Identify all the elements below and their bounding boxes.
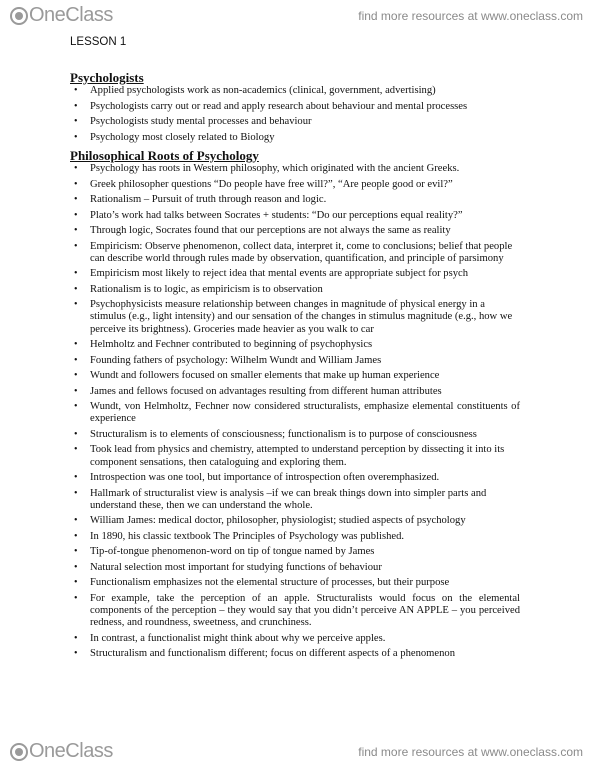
section-philosophical-roots	[70, 148, 520, 664]
resources-link[interactable]: find more resources at www.oneclass.com	[358, 745, 583, 759]
list-item: • Psychologists study mental processes and behaviour	[70, 116, 520, 128]
list-item: • Structuralism is to elements of consciousness; functionalism is to purpose of consciousness	[70, 429, 520, 441]
list-item: • James and fellows focused on advantages resulting from different human attributes	[70, 386, 520, 398]
oneclass-logo-icon	[10, 743, 28, 761]
bullet-list	[70, 163, 520, 660]
oneclass-logo[interactable]	[10, 740, 113, 763]
list-item: • Applied psychologists work as non-academics (clinical, government, advertising)	[70, 85, 520, 97]
list-item: • Structuralism and functionalism different; focus on different aspects of a phenomenon	[70, 648, 520, 660]
brand-name: OneClass	[29, 740, 113, 762]
list-item: • In 1890, his classic textbook The Principles of Psychology was published.	[70, 531, 520, 543]
list-item: • Tip-of-tongue phenomenon-word on tip of tongue named by James	[70, 546, 520, 558]
list-item: • Natural selection most important for studying functions of behaviour	[70, 562, 520, 574]
list-item: • In contrast, a functionalist might think about why we perceive apples.	[70, 633, 520, 645]
list-item: • Rationalism is to logic, as empiricism is to observation	[70, 284, 520, 296]
list-item: • Through logic, Socrates found that our perceptions are not always the same as reality	[70, 225, 520, 237]
lesson-title: LESSON 1	[70, 36, 127, 48]
list-item: • Rationalism – Pursuit of truth through reason and logic.	[70, 194, 520, 206]
list-item: • Greek philosopher questions “Do people have free will?”, “Are people good or evil?”	[70, 179, 520, 191]
list-item: • Wundt and followers focused on smaller elements that make up human experience	[70, 370, 520, 382]
list-item: • Psychology has roots in Western philosophy, which originated with the ancient Greeks.	[70, 163, 520, 175]
section-heading: Psychologists	[70, 70, 144, 85]
header-bar	[0, 0, 595, 30]
oneclass-logo[interactable]	[10, 4, 113, 27]
list-item: • Psychology most closely related to Biology	[70, 132, 520, 144]
list-item: • Plato’s work had talks between Socrates + students: “Do our perceptions equal reality?”	[70, 210, 520, 222]
list-item: • Took lead from physics and chemistry, attempted to understand perception by dissecting it into its component sensations, then cataloguing and exploring them.	[70, 444, 520, 468]
list-item: • Introspection was one tool, but importance of introspection often overemphasized.	[70, 472, 520, 484]
section-heading: Philosophical Roots of Psychology	[70, 148, 259, 163]
list-item: • William James: medical doctor, philosopher, physiologist; studied aspects of psychology	[70, 515, 520, 527]
bullet-list	[70, 85, 520, 144]
list-item: • For example, take the perception of an apple. Structuralists would focus on the elemental components of the perception – they would say that you didn’t perceive AN APPLE – you perceived redness, and roundness, sweetness, and crunchiness.	[70, 593, 520, 630]
list-item: • Founding fathers of psychology: Wilhelm Wundt and William James	[70, 355, 520, 367]
brand-name: OneClass	[29, 4, 113, 26]
list-item: • Empiricism most likely to reject idea that mental events are appropriate subject for psych	[70, 268, 520, 280]
resources-link[interactable]: find more resources at www.oneclass.com	[358, 9, 583, 23]
section-psychologists	[70, 70, 520, 147]
list-item: • Hallmark of structuralist view is analysis –if we can break things down into simpler parts and understand these, then we can understand the whole.	[70, 488, 520, 512]
footer-bar	[0, 740, 595, 770]
list-item: • Functionalism emphasizes not the elemental structure of processes, but their purpose	[70, 577, 520, 589]
list-item: • Psychologists carry out or read and apply research about behaviour and mental processes	[70, 101, 520, 113]
list-item: • Empiricism: Observe phenomenon, collect data, interpret it, come to conclusions; belief that people can describe world through rules made by observation, quantification, and principle of parsimony	[70, 241, 520, 265]
list-item: • Psychophysicists measure relationship between changes in magnitude of physical energy in a stimulus (e.g., light intensity) and our sensation of the changes in stimulus magnitude (e.g., how we perceive its brightness). Groceries made heavier as you walk to car	[70, 299, 520, 336]
list-item: • Wundt, von Helmholtz, Fechner now considered structuralists, emphasize elemental constituents of experience	[70, 401, 520, 425]
list-item: • Helmholtz and Fechner contributed to beginning of psychophysics	[70, 339, 520, 351]
oneclass-logo-icon	[10, 7, 28, 25]
